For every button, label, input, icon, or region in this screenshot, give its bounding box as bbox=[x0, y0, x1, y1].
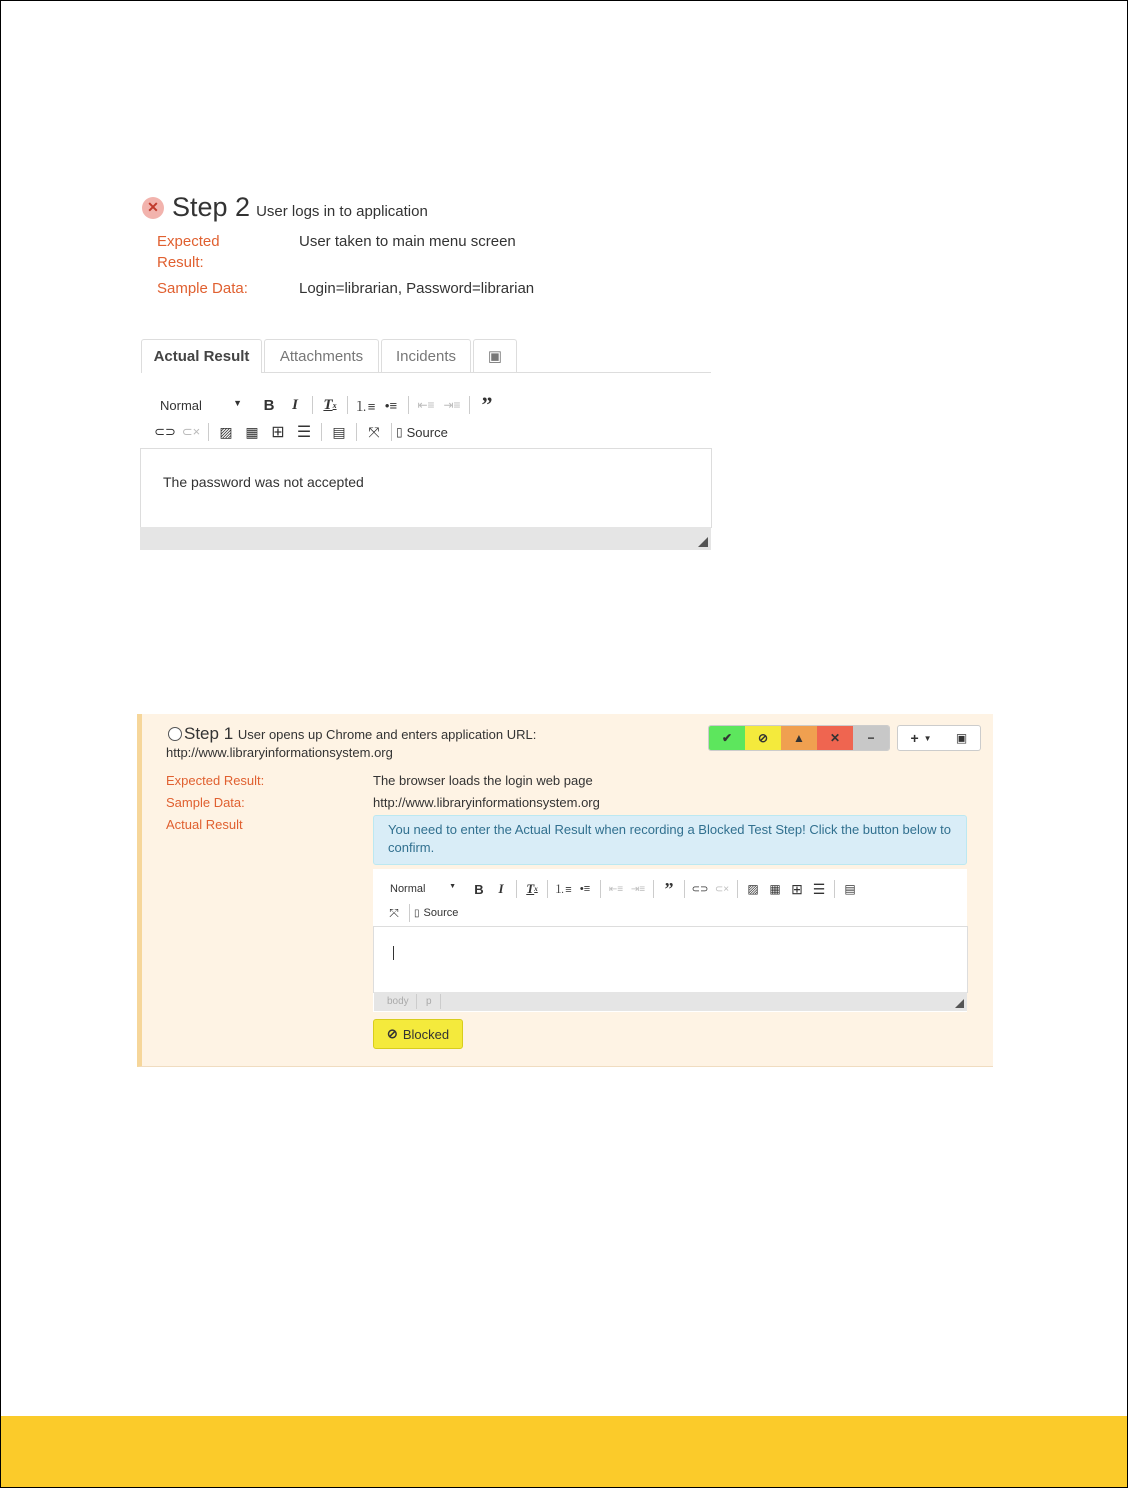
step1-expected-label: Expected Result: bbox=[166, 773, 265, 788]
expected-result-label: Expected bbox=[157, 233, 220, 250]
fail-circle-icon: ✕ bbox=[142, 197, 164, 219]
toolbar-divider bbox=[547, 880, 548, 898]
tab-incidents[interactable]: Incidents bbox=[381, 339, 471, 372]
bold-icon[interactable]: B bbox=[263, 396, 275, 414]
toolbar-divider bbox=[312, 396, 313, 414]
editor-status-bar bbox=[140, 527, 711, 550]
toolbar-divider bbox=[391, 423, 392, 441]
pass-button[interactable] bbox=[709, 726, 745, 750]
path-body[interactable]: body bbox=[387, 996, 409, 1007]
step1-title bbox=[184, 724, 536, 744]
na-button[interactable] bbox=[853, 726, 889, 750]
remove-format-icon[interactable]: T x bbox=[323, 396, 337, 413]
expected-result-label-2: Result: bbox=[157, 254, 204, 271]
close-icon: ✕ bbox=[829, 731, 841, 745]
step1-sample-value: http://www.libraryinformationsystem.org bbox=[373, 795, 600, 810]
resize-handle-icon[interactable] bbox=[698, 537, 708, 547]
step2-header bbox=[142, 192, 428, 223]
tab-actual-result[interactable]: Actual Result bbox=[141, 339, 262, 373]
indent-icon[interactable]: ⇥≡ bbox=[443, 398, 461, 412]
warning-icon: ▲ bbox=[793, 731, 805, 745]
toolbar-divider bbox=[347, 396, 348, 414]
source-button[interactable] bbox=[414, 907, 458, 919]
step1-radio[interactable] bbox=[168, 727, 182, 741]
result-tabs bbox=[141, 339, 711, 373]
bold-icon[interactable]: B bbox=[474, 881, 484, 897]
italic-icon[interactable]: I bbox=[498, 881, 504, 896]
footer-band bbox=[1, 1416, 1127, 1487]
editor-toolbar-row2 bbox=[152, 421, 448, 443]
format-select[interactable] bbox=[390, 883, 456, 895]
maximize-icon[interactable]: ⤧ bbox=[389, 905, 399, 920]
caution-button[interactable] bbox=[781, 726, 817, 750]
insert-image-icon[interactable]: ▨ bbox=[747, 882, 759, 896]
blockquote-icon[interactable]: ” bbox=[664, 878, 674, 899]
italic-icon[interactable]: I bbox=[292, 396, 298, 413]
sample-data-value: Login=librarian, Password=librarian bbox=[299, 280, 535, 297]
step1-toolbar-row1 bbox=[390, 878, 861, 900]
source-doc-icon: ▯ bbox=[414, 907, 420, 919]
step1-toolbar-row2 bbox=[383, 902, 458, 924]
blockquote-icon[interactable]: ” bbox=[481, 392, 493, 417]
blocked-icon: ⊘ bbox=[757, 731, 769, 745]
step1-editor-status-bar bbox=[374, 992, 967, 1011]
table-icon[interactable]: ⊞ bbox=[271, 424, 285, 441]
outdent-icon[interactable]: ⇤≡ bbox=[417, 398, 435, 412]
path-p[interactable]: p bbox=[426, 996, 432, 1007]
outdent-icon[interactable]: ⇤≡ bbox=[608, 883, 624, 895]
format-select-label: Normal bbox=[390, 883, 426, 895]
toolbar-divider bbox=[469, 396, 470, 414]
blocked-icon: ⊘ bbox=[386, 1026, 398, 1041]
sample-data-label: Sample Data: bbox=[157, 280, 248, 297]
step2-title: Step 2 bbox=[172, 192, 251, 222]
fail-button[interactable] bbox=[817, 726, 853, 750]
status-button-group bbox=[708, 725, 890, 751]
source-button-label: Source bbox=[406, 424, 448, 440]
indent-icon[interactable]: ⇥≡ bbox=[630, 883, 646, 895]
step1-url: http://www.libraryinformationsystem.org bbox=[166, 745, 393, 760]
insert-image-icon[interactable]: ▨ bbox=[219, 423, 233, 440]
paste-word-icon[interactable]: ▤ bbox=[844, 882, 856, 896]
plus-icon: + bbox=[910, 730, 919, 746]
insert-media-icon[interactable]: ▦ bbox=[245, 423, 259, 440]
toolbar-divider bbox=[737, 880, 738, 898]
insert-media-icon[interactable]: ▦ bbox=[769, 882, 781, 896]
toolbar-divider bbox=[684, 880, 685, 898]
blocked-button-label: Blocked bbox=[402, 1026, 450, 1042]
tab-image[interactable] bbox=[473, 339, 517, 372]
table-icon[interactable]: ⊞ bbox=[791, 880, 803, 897]
blocked-status-button[interactable] bbox=[745, 726, 781, 750]
format-select-label: Normal bbox=[160, 397, 202, 413]
toolbar-divider bbox=[653, 880, 654, 898]
format-select[interactable] bbox=[160, 398, 242, 413]
blocked-alert: You need to enter the Actual Result when recording a Blocked Test Step! Click the button below to confirm. bbox=[373, 815, 967, 865]
toolbar-divider bbox=[408, 396, 409, 414]
expected-result-value: User taken to main menu screen bbox=[299, 233, 516, 250]
step1-actual-result-editor[interactable] bbox=[373, 926, 968, 993]
chevron-down-icon: ▼ bbox=[923, 733, 932, 743]
blocked-confirm-button[interactable] bbox=[373, 1019, 463, 1049]
image-icon: ▣ bbox=[955, 731, 968, 745]
numbered-list-icon[interactable]: ⒈≡ bbox=[354, 398, 376, 414]
source-button-label: Source bbox=[423, 907, 459, 919]
minus-icon: − bbox=[867, 731, 875, 745]
toolbar-divider bbox=[321, 423, 322, 441]
source-button[interactable] bbox=[396, 425, 448, 440]
check-icon: ✔ bbox=[721, 731, 733, 745]
maximize-icon[interactable]: ⤧ bbox=[368, 423, 380, 440]
step1-actual-label: Actual Result bbox=[166, 817, 243, 832]
path-divider bbox=[440, 994, 441, 1009]
text-cursor bbox=[393, 946, 394, 960]
resize-handle-icon[interactable] bbox=[955, 999, 964, 1008]
bullet-list-icon[interactable]: •≡ bbox=[384, 397, 398, 413]
actual-result-text: The password was not accepted bbox=[163, 474, 364, 490]
step1-sample-label: Sample Data: bbox=[166, 795, 245, 810]
toolbar-divider bbox=[600, 880, 601, 898]
toolbar-divider bbox=[208, 423, 209, 441]
add-dropdown-button[interactable] bbox=[897, 725, 945, 751]
horizontal-rule-icon[interactable]: ☰ bbox=[296, 424, 312, 441]
unlink-icon[interactable]: ⊂× bbox=[714, 883, 730, 895]
toolbar-divider bbox=[356, 423, 357, 441]
numbered-list-icon[interactable]: ⒈≡ bbox=[554, 884, 572, 896]
chevron-down-icon: ▼ bbox=[233, 397, 242, 408]
step1-label: Step 1 bbox=[184, 724, 234, 743]
link-icon[interactable]: ⊂⊃ bbox=[691, 883, 709, 895]
remove-format-icon[interactable]: T x bbox=[526, 881, 538, 896]
toolbar-divider bbox=[516, 880, 517, 898]
source-doc-icon: ▯ bbox=[396, 425, 403, 439]
path-divider bbox=[416, 994, 417, 1009]
editor-toolbar-row1 bbox=[160, 394, 500, 416]
bullet-list-icon[interactable]: •≡ bbox=[579, 883, 591, 895]
image-button[interactable] bbox=[943, 725, 981, 751]
tab-attachments[interactable]: Attachments bbox=[264, 339, 379, 372]
horizontal-rule-icon[interactable]: ☰ bbox=[812, 880, 826, 897]
paste-word-icon[interactable]: ▤ bbox=[332, 423, 346, 440]
toolbar-divider bbox=[834, 880, 835, 898]
toolbar-divider bbox=[409, 904, 410, 922]
link-icon[interactable]: ⊂⊃ bbox=[154, 424, 176, 439]
chevron-down-icon: ▼ bbox=[449, 883, 456, 890]
image-icon: ▣ bbox=[487, 348, 503, 365]
step1-expected-value: The browser loads the login web page bbox=[373, 773, 593, 788]
step2-description: User logs in to application bbox=[256, 203, 428, 220]
unlink-icon[interactable]: ⊂× bbox=[181, 424, 201, 439]
step1-description: User opens up Chrome and enters application URL: bbox=[237, 727, 537, 742]
